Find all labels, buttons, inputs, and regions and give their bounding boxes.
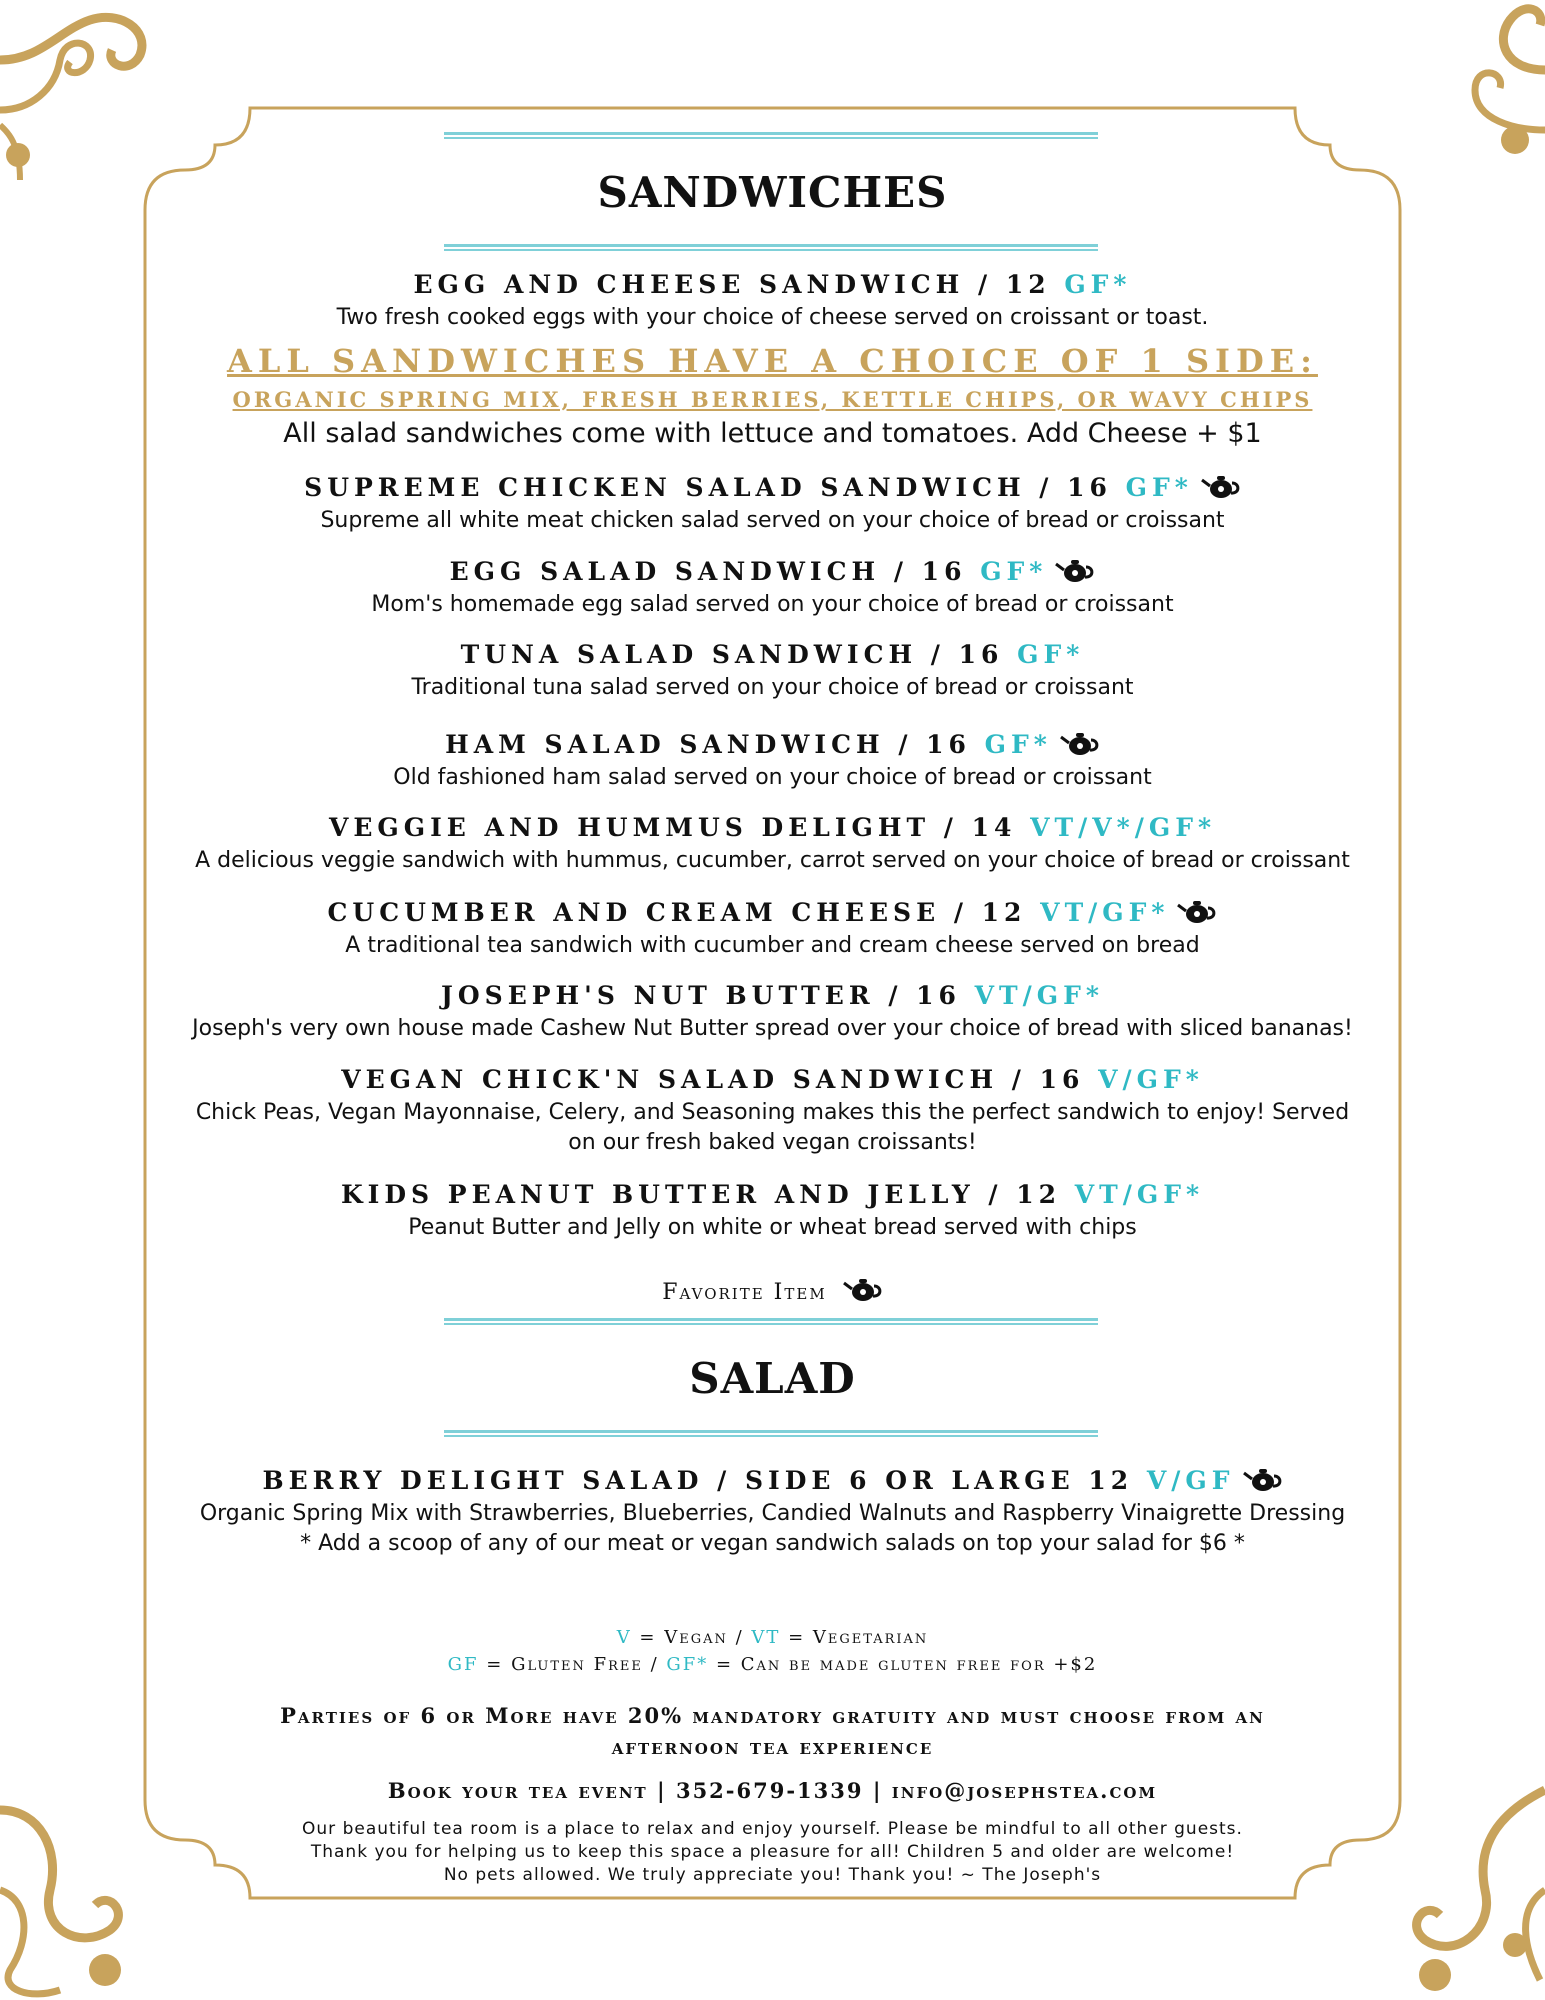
item-description: Two fresh cooked eggs with your choice of cheese served on croissant or toast. — [336, 305, 1209, 330]
item-description-continued: on our fresh baked vegan croissants! — [568, 1130, 977, 1155]
diet-legend — [0, 1624, 1545, 1678]
side-notice-options: ORGANIC SPRING MIX, FRESH BERRIES, KETTLE CHIPS, OR WAVY CHIPS — [232, 387, 1313, 412]
menu-item — [0, 472, 1545, 536]
item-description: Traditional tuna salad served on your choice of bread or croissant — [411, 675, 1134, 700]
item-description: Old fashioned ham salad served on your choice of bread or croissant — [393, 765, 1152, 790]
divider-rule — [444, 132, 1098, 139]
divider-rule — [444, 1318, 1098, 1325]
menu-item — [0, 813, 1545, 876]
item-name: JOSEPH'S NUT BUTTER / 16 — [441, 981, 975, 1010]
party-policy — [0, 1700, 1545, 1762]
item-name: EGG SALAD SANDWICH / 16 — [449, 557, 981, 586]
legend-gf-star: GF* — [666, 1654, 709, 1675]
item-name: BERRY DELIGHT SALAD / SIDE 6 OR LARGE 12 — [262, 1466, 1147, 1495]
divider-rule — [444, 244, 1098, 251]
legend-vt-text: = Vegetarian — [780, 1627, 929, 1648]
menu-item — [0, 897, 1545, 961]
item-name: VEGGIE AND HUMMUS DELIGHT / 14 — [328, 813, 1031, 842]
divider-rule — [444, 1430, 1098, 1437]
diet-tag: GF* — [984, 730, 1052, 759]
item-name: EGG AND CHEESE SANDWICH / 12 — [413, 270, 1065, 299]
footer-line: No pets allowed. We truly appreciate you! Thank you! ~ The Joseph's — [443, 1865, 1102, 1885]
menu-item — [0, 1065, 1545, 1158]
item-name: HAM SALAD SANDWICH / 16 — [445, 730, 985, 759]
diet-tag: VT/V*/GF* — [1030, 813, 1217, 842]
item-description: Joseph's very own house made Cashew Nut Butter spread over your choice of bread with sliced bananas! — [192, 1016, 1353, 1041]
diet-tag: VT/GF* — [974, 981, 1104, 1010]
footer-line: Our beautiful tea room is a place to relax and enjoy yourself. Please be mindful to all other guests. — [302, 1819, 1243, 1839]
booking-info — [0, 1778, 1545, 1803]
diet-tag: GF* — [1017, 640, 1085, 669]
footer-line: Thank you for helping us to keep this space a pleasure for all! Children 5 and older are welcome! — [310, 1842, 1235, 1862]
item-description: Supreme all white meat chicken salad served on your choice of bread or croissant — [320, 508, 1225, 533]
menu-item — [0, 981, 1545, 1044]
menu-item — [0, 1180, 1545, 1243]
item-name: VEGAN CHICK'N SALAD SANDWICH / 16 — [341, 1065, 1099, 1094]
legend-gf-text: = Gluten Free / — [478, 1654, 667, 1675]
teapot-icon — [1055, 556, 1095, 584]
side-notice-headline: ALL SANDWICHES HAVE A CHOICE OF 1 SIDE: — [227, 342, 1318, 380]
legend-v: V — [616, 1627, 632, 1648]
item-note: * Add a scoop of any of our meat or vegan sandwich salads on top your salad for $6 * — [300, 1531, 1245, 1556]
diet-tag: VT/GF* — [1074, 1180, 1205, 1209]
legend-vt: VT — [751, 1627, 781, 1648]
item-description: Organic Spring Mix with Strawberries, Blueberries, Candied Walnuts and Raspberry Vinaigrette Dressing — [199, 1501, 1346, 1526]
booking-line: Book your tea event | 352-679-1339 | info@josephstea.com — [387, 1778, 1158, 1803]
menu-item-berry-delight — [0, 1465, 1545, 1559]
teapot-icon — [1201, 472, 1241, 500]
diet-tag: GF* — [1125, 473, 1193, 502]
legend-gf: GF — [447, 1654, 479, 1675]
policy-line-1: Parties of 6 or More have 20% mandatory gratuity and must choose from an — [280, 1703, 1265, 1728]
teapot-icon — [1243, 1465, 1283, 1493]
teapot-icon — [1060, 729, 1100, 757]
teapot-icon — [843, 1275, 883, 1303]
menu-item — [0, 556, 1545, 620]
favorite-legend-label: Favorite Item — [662, 1280, 827, 1305]
item-name: SUPREME CHICKEN SALAD SANDWICH / 16 — [304, 473, 1126, 502]
diet-tag: V/GF* — [1098, 1065, 1204, 1094]
menu-item-egg-and-cheese — [0, 270, 1545, 333]
menu-item — [0, 729, 1545, 793]
salad-title: SALAD — [689, 1354, 856, 1403]
item-description: Peanut Butter and Jelly on white or wheat bread served with chips — [408, 1215, 1137, 1240]
item-name: KIDS PEANUT BUTTER AND JELLY / 12 — [340, 1180, 1075, 1209]
legend-v-text: = Vegan / — [631, 1627, 752, 1648]
legend-gf-star-text: = Can be made gluten free for +$2 — [708, 1654, 1098, 1675]
item-description: Chick Peas, Vegan Mayonnaise, Celery, and Seasoning makes this the perfect sandwich to enjoy! Served — [195, 1100, 1350, 1125]
policy-line-2: afternoon tea experience — [611, 1734, 934, 1759]
item-description: A traditional tea sandwich with cucumber and cream cheese served on bread — [345, 933, 1200, 958]
item-description: A delicious veggie sandwich with hummus, cucumber, carrot served on your choice of bread or croissant — [195, 848, 1350, 873]
diet-tag: GF* — [980, 557, 1048, 586]
footer-note — [0, 1818, 1545, 1887]
teapot-icon — [1177, 897, 1217, 925]
item-name: CUCUMBER AND CREAM CHEESE / 12 — [327, 898, 1041, 927]
menu-item — [0, 640, 1545, 703]
diet-tag: VT/GF* — [1040, 898, 1170, 927]
item-description: Mom's homemade egg salad served on your choice of bread or croissant — [371, 592, 1174, 617]
side-notice-note: All salad sandwiches come with lettuce and tomatoes. Add Cheese + $1 — [283, 418, 1262, 449]
item-name: TUNA SALAD SANDWICH / 16 — [460, 640, 1018, 669]
diet-tag: GF* — [1064, 270, 1132, 299]
sandwiches-title: SANDWICHES — [597, 168, 948, 217]
diet-tag: V/GF — [1146, 1466, 1235, 1495]
favorite-legend — [0, 1275, 1545, 1305]
